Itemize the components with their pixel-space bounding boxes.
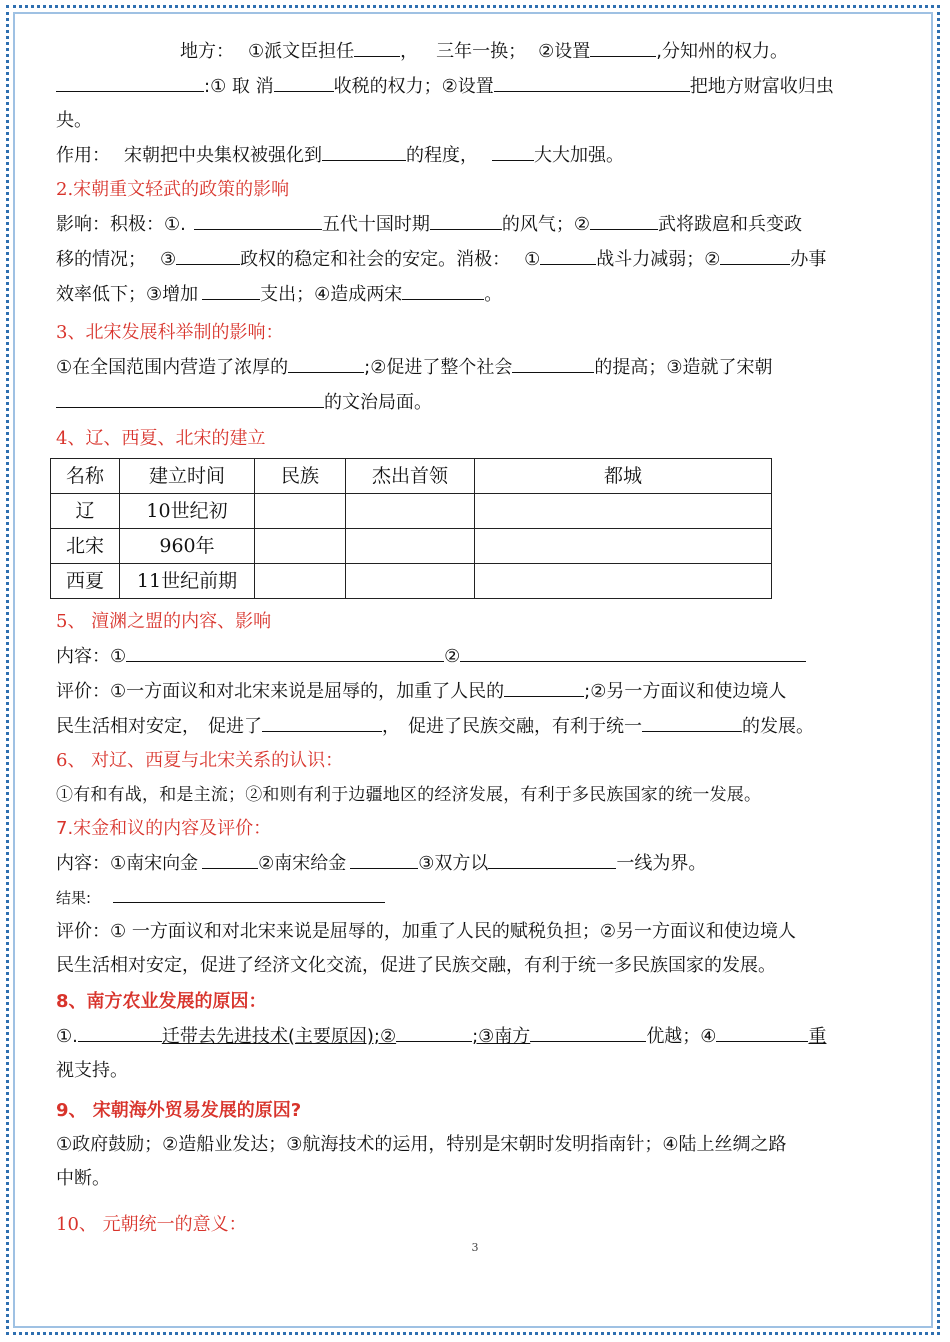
text: 战斗力减弱；② [596, 249, 721, 270]
text: 收税的权力；②设置 [333, 76, 494, 97]
fill-blank[interactable] [492, 138, 534, 161]
table-cell[interactable] [475, 494, 772, 529]
text: ①. [56, 1026, 78, 1047]
fill-blank[interactable] [113, 884, 385, 903]
text-line: 民生活相对安定，促进了经济文化交流，促进了民族交融，有利于统一多民族国家的发展。 [56, 955, 776, 976]
table-cell[interactable] [475, 529, 772, 564]
text: 迁带去先进技术(主要原因);② [161, 1026, 397, 1047]
text: 移的情况； [56, 249, 146, 270]
table-row [51, 529, 772, 564]
text: 内容：① [56, 646, 127, 667]
text: ②设置 [538, 41, 591, 62]
text: 。 [484, 284, 503, 305]
fill-blank[interactable] [642, 709, 742, 732]
section-heading-8: 8、南方农业发展的原因： [56, 991, 267, 1012]
text: 政权的稳定和社会的安定。消极： [240, 249, 511, 270]
text: ③双方以 [418, 853, 489, 874]
text: 优越；④ [646, 1026, 717, 1047]
text: ;②促进了整个社会 [364, 357, 513, 378]
text: 促进了 [208, 716, 262, 737]
song-jin-result-line [56, 881, 892, 915]
fill-blank[interactable] [274, 69, 334, 92]
fill-blank[interactable] [202, 277, 260, 300]
table-header-cell: 都城 [475, 459, 772, 494]
document-body [56, 34, 892, 1242]
text-line: ①政府鼓励；②造船业发达；③航海技术的运用，特别是宋朝时发明指南针；④陆上丝绸之路 [56, 1134, 787, 1155]
text: 的程度， [406, 145, 478, 166]
text-line: 央。 [56, 110, 92, 131]
text: ① [524, 249, 541, 270]
fill-blank[interactable] [56, 385, 324, 408]
text: :① 取 消 [204, 76, 274, 97]
fill-blank[interactable] [512, 350, 594, 373]
text: 大大加强。 [534, 145, 624, 166]
text-line: 中断。 [56, 1168, 110, 1189]
table-header-cell: 杰出首领 [346, 459, 475, 494]
section-heading-2: 2.宋朝重文轻武的政策的影响 [56, 179, 290, 200]
text: 五代十国时期 [321, 214, 430, 235]
text: 办事 [790, 249, 827, 270]
text: 结果: [56, 889, 92, 907]
fill-blank[interactable] [176, 242, 240, 265]
table-header-row [51, 459, 772, 494]
influence-line-2 [56, 242, 892, 277]
chanyuan-content-line [56, 639, 892, 674]
chanyuan-eval-line-1 [56, 674, 892, 709]
text: 宋朝把中央集权被强化到 [124, 145, 322, 166]
text-line: 评价：① 一方面议和对北宋来说是屈辱的，加重了人民的赋税负担；②另一方面议和使边境人 [56, 921, 796, 942]
section-heading-3: 3、北宋发展科举制的影响： [56, 322, 284, 343]
text: 民生活相对安定， [56, 716, 200, 737]
text: 三年一换； [436, 41, 527, 62]
text: 评价：①一方面议和对北宋来说是屈辱的，加重了人民的 [56, 681, 505, 702]
fill-blank[interactable] [202, 846, 258, 869]
text: ①在全国范围内营造了浓厚的 [56, 357, 289, 378]
text: 支出；④造成两宋 [260, 284, 403, 305]
local-admin-line [56, 34, 892, 69]
fill-blank[interactable] [590, 207, 658, 230]
text: ③ [160, 249, 177, 270]
fill-blank[interactable] [504, 674, 584, 697]
song-jin-content-line [56, 846, 892, 881]
section-heading-4: 4、辽、西夏、北宋的建立 [56, 428, 266, 449]
table-cell[interactable] [346, 529, 475, 564]
fill-blank[interactable] [720, 242, 790, 265]
table-row [51, 564, 772, 599]
text: ② [444, 646, 461, 667]
fill-blank[interactable] [354, 34, 400, 57]
south-agri-line [56, 1019, 892, 1054]
fill-blank[interactable] [78, 1019, 162, 1042]
text: ;②另一方面议和使边境人 [584, 681, 787, 702]
text: 促进了民族交融，有利于统一 [408, 716, 642, 737]
fill-blank[interactable] [194, 207, 322, 230]
text: 地方： [180, 41, 234, 62]
text: 的风气；② [501, 214, 590, 235]
text-line: ①有和有战，和是主流；②和则有利于边疆地区的经济发展，有利于多民族国家的统一发展。 [56, 785, 762, 805]
text: ， [382, 716, 400, 737]
effect-line [56, 138, 892, 173]
section-heading-9: 9、 宋朝海外贸易发展的原因? [56, 1100, 302, 1121]
table-header-cell: 名称 [51, 459, 120, 494]
fill-blank[interactable] [590, 34, 656, 57]
table-header-cell: 民族 [255, 459, 346, 494]
finance-line [56, 69, 892, 104]
influence-line-3 [56, 277, 892, 312]
fill-blank[interactable] [322, 138, 406, 161]
text: ,分知州的权力。 [656, 41, 789, 62]
section-heading-10: 10、 元朝统一的意义： [56, 1214, 247, 1235]
text: 的提高；③造就了宋朝 [594, 357, 773, 378]
text: ;③南方 [472, 1026, 531, 1047]
text: ②南宋给金 [258, 853, 347, 874]
text: 重 [808, 1026, 827, 1047]
table-cell[interactable] [346, 564, 475, 599]
text-line: 视支持。 [56, 1060, 128, 1081]
text: ， [400, 41, 419, 62]
keju-line [56, 350, 892, 385]
fill-blank[interactable] [262, 709, 382, 732]
section-heading-6: 6、 对辽、西夏与北宋关系的认识： [56, 750, 344, 771]
fill-blank[interactable] [488, 846, 616, 869]
fill-blank[interactable] [396, 1019, 472, 1042]
fill-blank[interactable] [56, 69, 204, 92]
fill-blank[interactable] [126, 639, 444, 662]
table-cell[interactable] [346, 494, 475, 529]
fill-blank[interactable] [350, 846, 418, 869]
fill-blank[interactable] [716, 1019, 808, 1042]
influence-line-1 [56, 207, 892, 242]
section-heading-5: 5、 澶渊之盟的内容、影响 [56, 611, 272, 632]
table-cell: 北宋 [51, 529, 120, 564]
table-row [51, 494, 772, 529]
fill-blank[interactable] [288, 350, 364, 373]
table-cell[interactable] [475, 564, 772, 599]
dynasty-table [50, 458, 772, 599]
text: 的文治局面。 [324, 392, 432, 413]
table-cell: 960年 [120, 529, 255, 564]
chanyuan-eval-line-2 [56, 709, 892, 744]
fill-blank[interactable] [540, 242, 596, 265]
text: 影响：积极：①. [56, 214, 186, 235]
text: 把地方财富收归虫 [689, 76, 834, 97]
fill-blank[interactable] [430, 207, 502, 230]
table-header-cell: 建立时间 [120, 459, 255, 494]
fill-blank[interactable] [460, 639, 806, 662]
table-cell: 11世纪前期 [120, 564, 255, 599]
section-heading-7: 7.宋金和议的内容及评价： [56, 818, 272, 839]
table-cell: 辽 [51, 494, 120, 529]
fill-blank[interactable] [402, 277, 484, 300]
text: 的发展。 [742, 716, 814, 737]
text: 内容：①南宋向金 [56, 853, 199, 874]
text: ①派文臣担任 [248, 41, 355, 62]
text: 武将跋扈和兵变政 [658, 214, 802, 235]
text: 一线为界。 [616, 853, 707, 874]
table-cell[interactable] [255, 494, 346, 529]
page-number: 3 [471, 1241, 479, 1254]
table-cell[interactable] [255, 529, 346, 564]
fill-blank[interactable] [494, 69, 690, 92]
keju-line-2 [56, 385, 892, 418]
text: 作用： [56, 145, 110, 166]
table-cell[interactable] [255, 564, 346, 599]
table-cell: 西夏 [51, 564, 120, 599]
fill-blank[interactable] [530, 1019, 646, 1042]
text: 效率低下；③增加 [56, 284, 199, 305]
table-cell: 10世纪初 [120, 494, 255, 529]
